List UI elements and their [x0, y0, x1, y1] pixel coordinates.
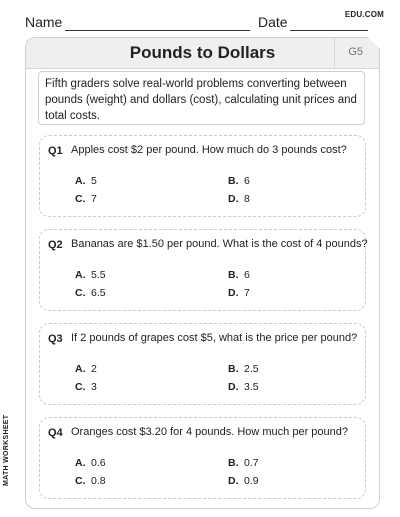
folded-corner — [368, 37, 380, 49]
option-d[interactable] — [228, 287, 250, 299]
option-value: 8 — [244, 193, 250, 205]
title-bar — [26, 38, 379, 69]
question-text: Oranges cost $3.20 for 4 pounds. How much per pound? — [71, 426, 349, 438]
question-number: Q3 — [48, 333, 63, 345]
question-card — [39, 135, 366, 217]
option-key: B. — [228, 457, 239, 469]
option-key: D. — [228, 287, 239, 299]
option-value: 0.6 — [91, 457, 106, 469]
worksheet-title: Pounds to Dollars — [129, 43, 276, 62]
option-key: A. — [75, 269, 86, 281]
option-value: 6.5 — [91, 287, 106, 299]
option-b[interactable] — [228, 269, 250, 281]
worksheet-card — [25, 37, 380, 509]
question-number: Q1 — [48, 145, 63, 157]
option-value: 3.5 — [244, 381, 259, 393]
question-number: Q4 — [48, 427, 63, 439]
name-date-row — [25, 14, 355, 32]
question-text: Apples cost $2 per pound. How much do 3 pounds cost? — [71, 144, 347, 156]
date-line[interactable] — [290, 30, 368, 31]
option-c[interactable] — [75, 193, 97, 205]
question-card — [39, 323, 366, 405]
option-value: 3 — [91, 381, 97, 393]
option-c[interactable] — [75, 287, 106, 299]
option-value: 2 — [91, 363, 97, 375]
option-value: 6 — [244, 269, 250, 281]
option-d[interactable] — [228, 475, 259, 487]
option-key: A. — [75, 175, 86, 187]
side-label: MATH WORKSHEET — [3, 414, 10, 486]
option-key: D. — [228, 193, 239, 205]
option-value: 0.9 — [244, 475, 259, 487]
option-key: C. — [75, 193, 86, 205]
option-value: 0.8 — [91, 475, 106, 487]
question-text: Bananas are $1.50 per pound. What is the cost of 4 pounds? — [71, 238, 368, 250]
option-value: 0.7 — [244, 457, 259, 469]
option-key: B. — [228, 363, 239, 375]
option-a[interactable] — [75, 457, 106, 469]
option-a[interactable] — [75, 363, 97, 375]
option-value: 6 — [244, 175, 250, 187]
option-key: C. — [75, 475, 86, 487]
option-c[interactable] — [75, 475, 106, 487]
option-key: C. — [75, 287, 86, 299]
option-value: 7 — [244, 287, 250, 299]
name-label: Name — [25, 14, 63, 30]
intro-box: Fifth graders solve real-world problems converting between pounds (weight) and dollars (cost), calculating unit prices and total costs. — [38, 71, 365, 125]
option-c[interactable] — [75, 381, 97, 393]
option-value: 7 — [91, 193, 97, 205]
question-card — [39, 417, 366, 499]
brand-logo: EDU.COM — [344, 10, 384, 19]
option-value: 5.5 — [91, 269, 106, 281]
option-key: C. — [75, 381, 86, 393]
option-a[interactable] — [75, 175, 97, 187]
option-b[interactable] — [228, 363, 259, 375]
option-value: 2.5 — [244, 363, 259, 375]
option-b[interactable] — [228, 457, 259, 469]
question-card — [39, 229, 366, 311]
option-b[interactable] — [228, 175, 250, 187]
option-d[interactable] — [228, 381, 259, 393]
option-key: B. — [228, 269, 239, 281]
grade-badge: G5 — [348, 46, 363, 58]
option-d[interactable] — [228, 193, 250, 205]
option-a[interactable] — [75, 269, 106, 281]
question-number: Q2 — [48, 239, 63, 251]
question-text: If 2 pounds of grapes cost $5, what is the price per pound? — [71, 332, 358, 344]
option-key: B. — [228, 175, 239, 187]
option-key: D. — [228, 475, 239, 487]
name-line[interactable] — [65, 30, 250, 31]
option-value: 5 — [91, 175, 97, 187]
option-key: A. — [75, 457, 86, 469]
date-label: Date — [258, 14, 288, 30]
option-key: D. — [228, 381, 239, 393]
option-key: A. — [75, 363, 86, 375]
